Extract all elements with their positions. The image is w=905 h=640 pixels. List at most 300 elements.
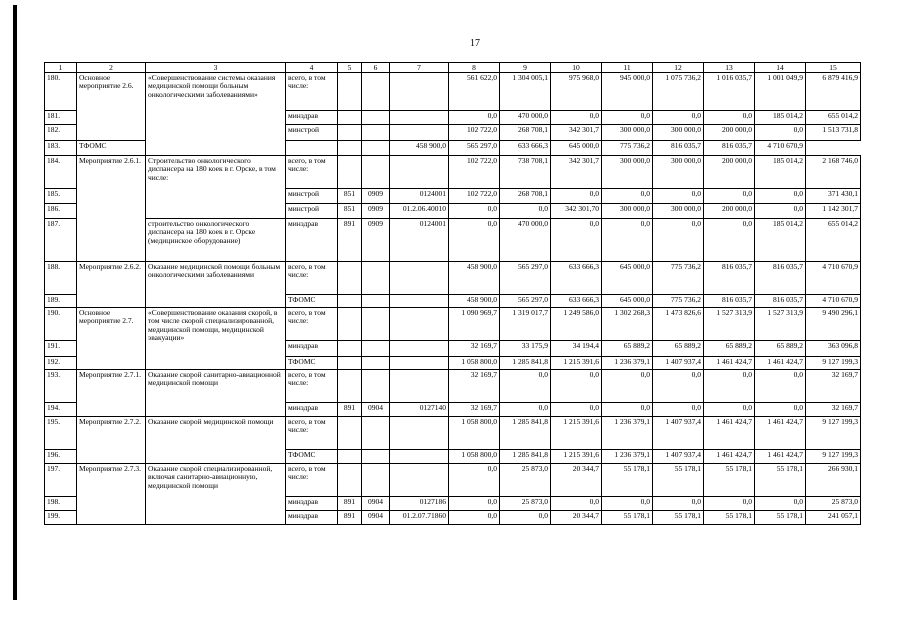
code-section-cell bbox=[362, 308, 390, 341]
header-cell: 10 bbox=[551, 63, 602, 73]
row-number-cell: 188. bbox=[45, 262, 77, 295]
code-section-cell: 0909 bbox=[362, 189, 390, 204]
code-target-cell bbox=[390, 308, 449, 341]
amount-cell: 25 873,0 bbox=[500, 464, 551, 497]
amount-cell: 0,0 bbox=[551, 370, 602, 403]
amount-cell: 1 461 424,7 bbox=[755, 357, 806, 370]
amount-cell: 32 169,7 bbox=[806, 370, 861, 403]
code-grbs-cell bbox=[338, 357, 362, 370]
amount-cell: 1 407 937,4 bbox=[653, 357, 704, 370]
measure-description-cell: Оказание скорой специализированной, включая санитарно-авиационную, медицинской помощи bbox=[146, 464, 286, 525]
code-target-cell: 0124001 bbox=[390, 219, 449, 262]
executor-cell: минздрав bbox=[286, 497, 338, 511]
code-section-cell: 0904 bbox=[362, 497, 390, 511]
executor-cell: минстрой bbox=[286, 125, 338, 141]
code-target-cell: 01.2.07.71860 bbox=[390, 511, 449, 525]
code-target-cell bbox=[390, 262, 449, 295]
amount-cell: 0,0 bbox=[653, 403, 704, 417]
amount-cell: 185 014,2 bbox=[755, 111, 806, 125]
code-grbs-cell: 891 bbox=[338, 511, 362, 525]
amount-cell: 300 000,0 bbox=[602, 125, 653, 141]
amount-cell: 738 708,1 bbox=[500, 156, 551, 189]
code-grbs-cell bbox=[338, 111, 362, 125]
amount-cell: 0,0 bbox=[755, 497, 806, 511]
amount-cell: 4 710 670,9 bbox=[806, 262, 861, 295]
amount-cell: 300 000,0 bbox=[602, 156, 653, 189]
amount-cell: 1 407 937,4 bbox=[653, 450, 704, 464]
amount-cell: 55 178,1 bbox=[704, 464, 755, 497]
amount-cell: 0,0 bbox=[755, 370, 806, 403]
amount-cell: 32 169,7 bbox=[449, 370, 500, 403]
executor-cell: минздрав bbox=[286, 111, 338, 125]
amount-cell: 55 178,1 bbox=[755, 511, 806, 525]
amount-cell: 4 710 670,9 bbox=[755, 141, 806, 156]
executor-cell: ТФОМС bbox=[77, 141, 146, 156]
code-section-cell bbox=[362, 341, 390, 357]
amount-cell: 65 889,2 bbox=[602, 341, 653, 357]
code-section-cell bbox=[362, 464, 390, 497]
code-target-cell bbox=[390, 370, 449, 403]
amount-cell: 185 014,2 bbox=[755, 219, 806, 262]
amount-cell: 1 461 424,7 bbox=[704, 450, 755, 464]
code-section-cell bbox=[362, 370, 390, 403]
amount-cell: 268 708,1 bbox=[500, 189, 551, 204]
measure-description-cell: «Совершенствование оказания скорой, в том числе скорой специализированной, медицинской помощи, медицинской эвакуации» bbox=[146, 308, 286, 370]
row-number-cell: 190. bbox=[45, 308, 77, 341]
amount-cell: 241 057,1 bbox=[806, 511, 861, 525]
code-grbs-cell bbox=[338, 156, 362, 189]
row-number-cell: 197. bbox=[45, 464, 77, 497]
margin-bar bbox=[13, 5, 17, 600]
amount-cell: 342 301,7 bbox=[551, 156, 602, 189]
amount-cell: 9 490 296,1 bbox=[806, 308, 861, 341]
amount-cell: 1 513 731,8 bbox=[806, 125, 861, 141]
header-row bbox=[45, 63, 861, 73]
row-number-cell: 196. bbox=[45, 450, 77, 464]
header-cell: 11 bbox=[602, 63, 653, 73]
amount-cell: 1 285 841,8 bbox=[500, 450, 551, 464]
code-target-cell bbox=[390, 341, 449, 357]
amount-cell: 65 889,2 bbox=[755, 341, 806, 357]
amount-cell: 9 127 199,3 bbox=[806, 450, 861, 464]
measure-cell: Основное мероприятие 2.6. bbox=[77, 73, 146, 141]
amount-cell: 1 215 391,6 bbox=[551, 417, 602, 450]
header-cell: 7 bbox=[390, 63, 449, 73]
amount-cell: 470 000,0 bbox=[500, 219, 551, 262]
code-section-cell: 0904 bbox=[362, 511, 390, 525]
executor-cell: всего, в том числе: bbox=[286, 262, 338, 295]
measure-description-cell: Строительство онкологического диспансера на 180 коек в г. Орске, в том числе: bbox=[146, 156, 286, 219]
amount-cell: 1 142 301,7 bbox=[806, 204, 861, 219]
amount-cell: 0,0 bbox=[551, 497, 602, 511]
amount-cell: 342 301,7 bbox=[551, 125, 602, 141]
amount-cell: 300 000,0 bbox=[653, 204, 704, 219]
amount-cell: 34 194,4 bbox=[551, 341, 602, 357]
amount-cell: 185 014,2 bbox=[755, 156, 806, 189]
code-grbs-cell bbox=[338, 450, 362, 464]
measure-description-cell: Оказание скорой медицинской помощи bbox=[146, 417, 286, 464]
amount-cell: 0,0 bbox=[704, 370, 755, 403]
amount-cell: 565 297,0 bbox=[500, 295, 551, 308]
measure-description-cell: Оказание скорой санитарно-авиационной медицинской помощи bbox=[146, 370, 286, 417]
table-row bbox=[45, 219, 861, 262]
amount-cell: 0,0 bbox=[602, 219, 653, 262]
code-target-cell bbox=[390, 295, 449, 308]
amount-cell: 1 016 035,7 bbox=[704, 73, 755, 111]
code-target-cell bbox=[390, 156, 449, 189]
table-row bbox=[45, 308, 861, 341]
amount-cell: 0,0 bbox=[602, 403, 653, 417]
header-cell: 12 bbox=[653, 63, 704, 73]
table-row bbox=[45, 370, 861, 403]
amount-cell: 1 285 841,8 bbox=[500, 417, 551, 450]
header-cell: 9 bbox=[500, 63, 551, 73]
row-number-cell: 185. bbox=[45, 189, 77, 204]
code-grbs-cell bbox=[338, 341, 362, 357]
code-grbs-cell: 851 bbox=[338, 204, 362, 219]
row-number-cell: 191. bbox=[45, 341, 77, 357]
amount-cell: 2 168 746,0 bbox=[806, 156, 861, 189]
amount-cell: 1 236 379,1 bbox=[602, 450, 653, 464]
amount-cell: 300 000,0 bbox=[602, 204, 653, 219]
table-row bbox=[45, 156, 861, 189]
amount-cell: 200 000,0 bbox=[704, 125, 755, 141]
executor-cell: ТФОМС bbox=[286, 450, 338, 464]
measure-cell: Мероприятие 2.7.1. bbox=[77, 370, 146, 417]
measure-description-cell: строительство онкологического диспансера на 180 коек в г. Орске (медицинское оборудование) bbox=[146, 219, 286, 262]
amount-cell: 1 461 424,7 bbox=[755, 450, 806, 464]
code-grbs-cell: 891 bbox=[338, 403, 362, 417]
amount-cell: 0,0 bbox=[704, 189, 755, 204]
measure-cell: Мероприятие 2.6.1. bbox=[77, 156, 146, 262]
amount-cell: 1 058 800,0 bbox=[449, 417, 500, 450]
code-target-cell bbox=[362, 141, 390, 156]
amount-cell: 645 000,0 bbox=[602, 295, 653, 308]
amount-cell: 0,0 bbox=[449, 204, 500, 219]
executor-cell: всего, в том числе: bbox=[286, 73, 338, 111]
code-grbs-cell bbox=[338, 370, 362, 403]
amount-cell: 0,0 bbox=[449, 464, 500, 497]
code-section-cell bbox=[362, 357, 390, 370]
amount-cell: 0,0 bbox=[602, 370, 653, 403]
amount-cell: 266 930,1 bbox=[806, 464, 861, 497]
amount-cell: 300 000,0 bbox=[653, 125, 704, 141]
executor-cell: ТФОМС bbox=[286, 357, 338, 370]
amount-cell: 565 297,0 bbox=[449, 141, 500, 156]
amount-cell: 816 035,7 bbox=[704, 295, 755, 308]
amount-cell: 0,0 bbox=[653, 189, 704, 204]
amount-cell: 1 527 313,9 bbox=[704, 308, 755, 341]
amount-cell: 32 169,7 bbox=[449, 341, 500, 357]
code-grbs-cell bbox=[338, 125, 362, 141]
amount-cell: 975 968,0 bbox=[551, 73, 602, 111]
amount-cell: 55 178,1 bbox=[653, 511, 704, 525]
measure-cell: Основное мероприятие 2.7. bbox=[77, 308, 146, 370]
amount-cell: 0,0 bbox=[551, 111, 602, 125]
amount-cell: 0,0 bbox=[449, 497, 500, 511]
amount-cell: 1 407 937,4 bbox=[653, 417, 704, 450]
amount-cell: 55 178,1 bbox=[602, 464, 653, 497]
amount-cell: 0,0 bbox=[500, 403, 551, 417]
amount-cell: 102 722,0 bbox=[449, 125, 500, 141]
amount-cell: 0,0 bbox=[500, 204, 551, 219]
amount-cell: 0,0 bbox=[704, 219, 755, 262]
code-grbs-cell bbox=[338, 308, 362, 341]
row-number-cell: 180. bbox=[45, 73, 77, 111]
table-row bbox=[45, 262, 861, 295]
row-number-cell: 189. bbox=[45, 295, 77, 308]
amount-cell: 1 473 826,6 bbox=[653, 308, 704, 341]
amount-cell: 0,0 bbox=[704, 111, 755, 125]
amount-cell: 458 900,0 bbox=[449, 295, 500, 308]
amount-cell: 633 666,3 bbox=[500, 141, 551, 156]
amount-cell: 25 873,0 bbox=[500, 497, 551, 511]
amount-cell: 20 344,7 bbox=[551, 511, 602, 525]
code-section-cell bbox=[362, 73, 390, 111]
code-section-cell bbox=[362, 111, 390, 125]
amount-cell: 645 000,0 bbox=[551, 141, 602, 156]
code-grbs-cell bbox=[286, 141, 338, 156]
code-section-cell bbox=[362, 125, 390, 141]
row-number-cell: 186. bbox=[45, 204, 77, 219]
amount-cell: 816 035,7 bbox=[755, 262, 806, 295]
amount-cell: 1 461 424,7 bbox=[755, 417, 806, 450]
measure-description-cell: «Совершенствование системы оказания медицинской помощи больным онкологическими заболеваниями» bbox=[146, 73, 286, 156]
executor-cell: минздрав bbox=[286, 511, 338, 525]
code-grbs-cell: 851 bbox=[338, 189, 362, 204]
row-number-cell: 198. bbox=[45, 497, 77, 511]
executor-cell: минстрой bbox=[286, 204, 338, 219]
row-number-cell: 183. bbox=[45, 141, 77, 156]
code-target-cell bbox=[390, 73, 449, 111]
amount-cell: 268 708,1 bbox=[500, 125, 551, 141]
amount-cell: 816 035,7 bbox=[704, 141, 755, 156]
row-number-cell: 194. bbox=[45, 403, 77, 417]
amount-cell: 1 058 800,0 bbox=[449, 450, 500, 464]
amount-cell: 816 035,7 bbox=[653, 141, 704, 156]
code-target-cell: 0127140 bbox=[390, 403, 449, 417]
code-grbs-cell bbox=[338, 295, 362, 308]
amount-cell: 200 000,0 bbox=[704, 156, 755, 189]
amount-cell: 1 090 969,7 bbox=[449, 308, 500, 341]
amount-cell: 0,0 bbox=[500, 511, 551, 525]
amount-cell: 1 302 268,3 bbox=[602, 308, 653, 341]
amount-cell: 470 000,0 bbox=[500, 111, 551, 125]
amount-cell: 342 301,70 bbox=[551, 204, 602, 219]
amount-cell: 561 622,0 bbox=[449, 73, 500, 111]
amount-cell: 4 710 670,9 bbox=[806, 295, 861, 308]
measure-cell: Мероприятие 2.7.2. bbox=[77, 417, 146, 464]
row-number-cell: 184. bbox=[45, 156, 77, 189]
executor-cell: минздрав bbox=[286, 403, 338, 417]
amount-cell: 102 722,0 bbox=[449, 156, 500, 189]
amount-cell: 0,0 bbox=[551, 403, 602, 417]
amount-cell: 0,0 bbox=[755, 125, 806, 141]
amount-cell: 102 722,0 bbox=[449, 189, 500, 204]
amount-cell: 363 096,8 bbox=[806, 341, 861, 357]
amount-cell: 1 236 379,1 bbox=[602, 357, 653, 370]
amount-cell: 0,0 bbox=[704, 403, 755, 417]
code-grbs-cell bbox=[338, 73, 362, 111]
amount-cell: 32 169,7 bbox=[806, 403, 861, 417]
amount-cell: 25 873,0 bbox=[806, 497, 861, 511]
code-section-cell: 0904 bbox=[362, 403, 390, 417]
amount-cell: 458 900,0 bbox=[449, 262, 500, 295]
amount-cell: 1 058 800,0 bbox=[449, 357, 500, 370]
executor-cell: всего, в том числе: bbox=[286, 156, 338, 189]
amount-cell: 55 178,1 bbox=[602, 511, 653, 525]
header-cell: 8 bbox=[449, 63, 500, 73]
amount-cell: 945 000,0 bbox=[602, 73, 653, 111]
amount-cell: 0,0 bbox=[653, 370, 704, 403]
amount-cell: 0,0 bbox=[602, 189, 653, 204]
code-grbs-cell bbox=[338, 464, 362, 497]
amount-cell: 1 461 424,7 bbox=[704, 417, 755, 450]
amount-cell: 0,0 bbox=[755, 403, 806, 417]
code-grbs-cell: 891 bbox=[338, 497, 362, 511]
amount-cell: 200 000,0 bbox=[704, 204, 755, 219]
code-target-cell: 0127186 bbox=[390, 497, 449, 511]
amount-cell: 0,0 bbox=[449, 219, 500, 262]
amount-cell: 33 175,9 bbox=[500, 341, 551, 357]
code-section-cell bbox=[338, 141, 362, 156]
executor-cell: ТФОМС bbox=[286, 295, 338, 308]
code-target-cell bbox=[390, 417, 449, 450]
amount-cell: 20 344,7 bbox=[551, 464, 602, 497]
amount-cell: 55 178,1 bbox=[704, 511, 755, 525]
amount-cell: 0,0 bbox=[500, 370, 551, 403]
code-target-cell bbox=[390, 450, 449, 464]
page-number: 17 bbox=[470, 38, 480, 49]
header-cell: 5 bbox=[338, 63, 362, 73]
executor-cell: минздрав bbox=[286, 341, 338, 357]
code-section-cell bbox=[362, 295, 390, 308]
executor-cell: минздрав bbox=[286, 219, 338, 262]
executor-cell: минстрой bbox=[286, 189, 338, 204]
table-row bbox=[45, 464, 861, 497]
row-number-cell: 192. bbox=[45, 357, 77, 370]
row-number-cell: 193. bbox=[45, 370, 77, 403]
executor-cell: всего, в том числе: bbox=[286, 370, 338, 403]
header-cell: 15 bbox=[806, 63, 861, 73]
code-section-cell: 0909 bbox=[362, 219, 390, 262]
amount-cell: 0,0 bbox=[602, 497, 653, 511]
measure-description-cell: Оказание медицинской помощи больным онкологическими заболеваниями bbox=[146, 262, 286, 308]
amount-cell: 633 666,3 bbox=[551, 295, 602, 308]
amount-cell: 371 430,1 bbox=[806, 189, 861, 204]
code-section-cell: 0909 bbox=[362, 204, 390, 219]
amount-cell: 0,0 bbox=[449, 511, 500, 525]
amount-cell: 0,0 bbox=[755, 189, 806, 204]
header-cell: 14 bbox=[755, 63, 806, 73]
row-number-cell: 182. bbox=[45, 125, 77, 141]
code-grbs-cell: 891 bbox=[338, 219, 362, 262]
executor-cell: всего, в том числе: bbox=[286, 464, 338, 497]
amount-cell: 655 014,2 bbox=[806, 219, 861, 262]
amount-cell: 1 285 841,8 bbox=[500, 357, 551, 370]
budget-table bbox=[44, 62, 861, 525]
amount-cell: 1 527 313,9 bbox=[755, 308, 806, 341]
amount-cell: 458 900,0 bbox=[390, 141, 449, 156]
amount-cell: 65 889,2 bbox=[653, 341, 704, 357]
header-cell: 1 bbox=[45, 63, 77, 73]
table-row bbox=[45, 73, 861, 111]
amount-cell: 9 127 199,3 bbox=[806, 357, 861, 370]
amount-cell: 1 304 005,1 bbox=[500, 73, 551, 111]
amount-cell: 775 736,2 bbox=[653, 262, 704, 295]
measure-cell: Мероприятие 2.7.3. bbox=[77, 464, 146, 525]
header-cell: 13 bbox=[704, 63, 755, 73]
code-grbs-cell bbox=[338, 417, 362, 450]
amount-cell: 775 736,2 bbox=[653, 295, 704, 308]
amount-cell: 0,0 bbox=[653, 497, 704, 511]
amount-cell: 645 000,0 bbox=[602, 262, 653, 295]
amount-cell: 1 249 586,0 bbox=[551, 308, 602, 341]
code-target-cell: 0124001 bbox=[390, 189, 449, 204]
amount-cell: 0,0 bbox=[551, 189, 602, 204]
amount-cell: 300 000,0 bbox=[653, 156, 704, 189]
amount-cell: 633 666,3 bbox=[551, 262, 602, 295]
amount-cell: 1 075 736,2 bbox=[653, 73, 704, 111]
code-target-cell: 01.2.06.40010 bbox=[390, 204, 449, 219]
amount-cell: 565 297,0 bbox=[500, 262, 551, 295]
amount-cell: 816 035,7 bbox=[704, 262, 755, 295]
row-number-cell: 181. bbox=[45, 111, 77, 125]
code-target-cell bbox=[390, 464, 449, 497]
amount-cell: 1 001 049,9 bbox=[755, 73, 806, 111]
code-section-cell bbox=[362, 450, 390, 464]
code-section-cell bbox=[362, 262, 390, 295]
header-cell: 4 bbox=[286, 63, 338, 73]
measure-cell: Мероприятие 2.6.2. bbox=[77, 262, 146, 308]
header-cell: 2 bbox=[77, 63, 146, 73]
amount-cell: 816 035,7 bbox=[755, 295, 806, 308]
code-section-cell bbox=[362, 156, 390, 189]
amount-cell: 0,0 bbox=[653, 219, 704, 262]
code-target-cell bbox=[390, 111, 449, 125]
code-target-cell bbox=[390, 357, 449, 370]
amount-cell: 55 178,1 bbox=[755, 464, 806, 497]
amount-cell: 1 461 424,7 bbox=[704, 357, 755, 370]
amount-cell: 1 215 391,6 bbox=[551, 450, 602, 464]
amount-cell: 0,0 bbox=[755, 204, 806, 219]
amount-cell: 9 127 199,3 bbox=[806, 417, 861, 450]
amount-cell: 32 169,7 bbox=[449, 403, 500, 417]
amount-cell: 775 736,2 bbox=[602, 141, 653, 156]
row-number-cell: 199. bbox=[45, 511, 77, 525]
amount-cell: 1 215 391,6 bbox=[551, 357, 602, 370]
amount-cell: 0,0 bbox=[551, 219, 602, 262]
header-cell: 6 bbox=[362, 63, 390, 73]
row-number-cell: 195. bbox=[45, 417, 77, 450]
code-section-cell bbox=[362, 417, 390, 450]
amount-cell: 0,0 bbox=[449, 111, 500, 125]
executor-cell: всего, в том числе: bbox=[286, 308, 338, 341]
row-number-cell: 187. bbox=[45, 219, 77, 262]
amount-cell: 0,0 bbox=[653, 111, 704, 125]
table-row bbox=[45, 417, 861, 450]
amount-cell: 6 879 416,9 bbox=[806, 73, 861, 111]
amount-cell: 0,0 bbox=[602, 111, 653, 125]
code-target-cell bbox=[390, 125, 449, 141]
amount-cell: 1 236 379,1 bbox=[602, 417, 653, 450]
executor-cell: всего, в том числе: bbox=[286, 417, 338, 450]
amount-cell: 1 319 017,7 bbox=[500, 308, 551, 341]
amount-cell: 55 178,1 bbox=[653, 464, 704, 497]
header-cell: 3 bbox=[146, 63, 286, 73]
amount-cell: 65 889,2 bbox=[704, 341, 755, 357]
amount-cell: 0,0 bbox=[704, 497, 755, 511]
